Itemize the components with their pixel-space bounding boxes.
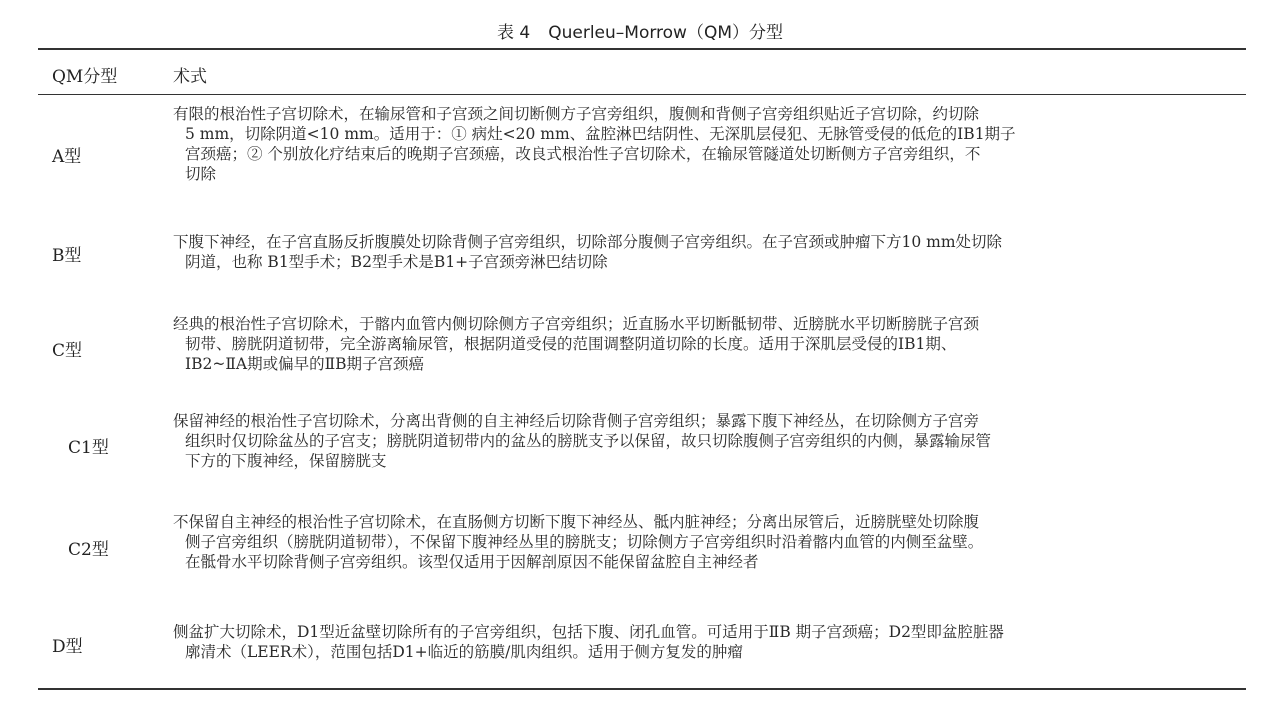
- description-line: ⅠB2~ⅡA期或偏早的ⅡB期子宫颈癌: [185, 355, 425, 373]
- description-line: 5 mm，切除阴道<10 mm。适用于：① 病灶<20 mm、盆腔淋巴结阴性、无深肌层侵犯、无脉管受侵的低危的ⅠB1期子: [185, 125, 1016, 143]
- description-line: 侧子宫旁组织（膀胱阴道韧带），不保留下腹神经丛里的膀胱支；切除侧方子宫旁组织时沿着髂内血管的内侧至盆壁。: [185, 533, 984, 551]
- row-description: [173, 512, 1238, 572]
- description-line: 廓清术（LEER术），范围包括D1+临近的筋膜/肌肉组织。适用于侧方复发的肿瘤: [185, 643, 743, 661]
- row-type-label: C1型: [68, 438, 109, 458]
- table-title-text: Querleu–Morrow（QM）分型: [548, 23, 784, 43]
- row-type-label: C型: [52, 341, 83, 361]
- table-title: [0, 18, 1280, 43]
- row-type-label: C2型: [68, 540, 109, 560]
- description-line: 保留神经的根治性子宫切除术，分离出背侧的自主神经后切除背侧子宫旁组织；暴露下腹下神经丛，在切除侧方子宫旁: [173, 412, 980, 430]
- row-description: [173, 411, 1238, 471]
- description-line: 在骶骨水平切除背侧子宫旁组织。该型仅适用于因解剖原因不能保留盆腔自主神经者: [185, 553, 759, 571]
- row-type-label: A型: [52, 147, 82, 167]
- description-line: 下方的下腹神经，保留膀胱支: [185, 452, 387, 470]
- header-procedure: 术式: [173, 67, 207, 87]
- description-line: 阴道，也称 B1型手术；B2型手术是B1+子宫颈旁淋巴结切除: [185, 253, 608, 271]
- table-number: 表 4: [496, 23, 531, 43]
- description-line: 宫颈癌；② 个别放化疗结束后的晚期子宫颈癌，改良式根治性子宫切除术，在输尿管隧道处切断侧方子宫旁组织，不: [185, 145, 981, 163]
- description-line: 有限的根治性子宫切除术，在输尿管和子宫颈之间切断侧方子宫旁组织，腹侧和背侧子宫旁组织贴近子宫切除，约切除: [173, 105, 980, 123]
- description-line: 韧带、膀胱阴道韧带，完全游离输尿管，根据阴道受侵的范围调整阴道切除的长度。适用于深肌层受侵的ⅠB1期、: [185, 335, 957, 353]
- description-line: 侧盆扩大切除术，D1型近盆壁切除所有的子宫旁组织，包括下腹、闭孔血管。可适用于ⅡB 期子宫颈癌；D2型即盆腔脏器: [173, 623, 1004, 641]
- row-description: [173, 314, 1238, 374]
- row-description: [173, 622, 1238, 662]
- row-description: [173, 104, 1238, 184]
- header-qm-type: QM分型: [52, 67, 118, 87]
- description-line: 下腹下神经，在子宫直肠反折腹膜处切除背侧子宫旁组织，切除部分腹侧子宫旁组织。在子宫颈或肿瘤下方10 mm处切除: [173, 233, 1003, 251]
- description-line: 切除: [185, 165, 217, 183]
- row-type-label: D型: [52, 637, 83, 657]
- description-line: 不保留自主神经的根治性子宫切除术，在直肠侧方切断下腹下神经丛、骶内脏神经；分离出尿管后，近膀胱壁处切除腹: [173, 513, 980, 531]
- header-rule: [38, 94, 1246, 95]
- row-type-label: B型: [52, 246, 82, 266]
- description-line: 经典的根治性子宫切除术，于髂内血管内侧切除侧方子宫旁组织；近直肠水平切断骶韧带、近膀胱水平切断膀胱子宫颈: [173, 315, 980, 333]
- row-description: [173, 232, 1238, 272]
- bottom-rule: [38, 688, 1246, 690]
- top-rule: [38, 48, 1246, 50]
- description-line: 组织时仅切除盆丛的子宫支；膀胱阴道韧带内的盆丛的膀胱支予以保留，故只切除腹侧子宫旁组织的内侧，暴露输尿管: [185, 432, 992, 450]
